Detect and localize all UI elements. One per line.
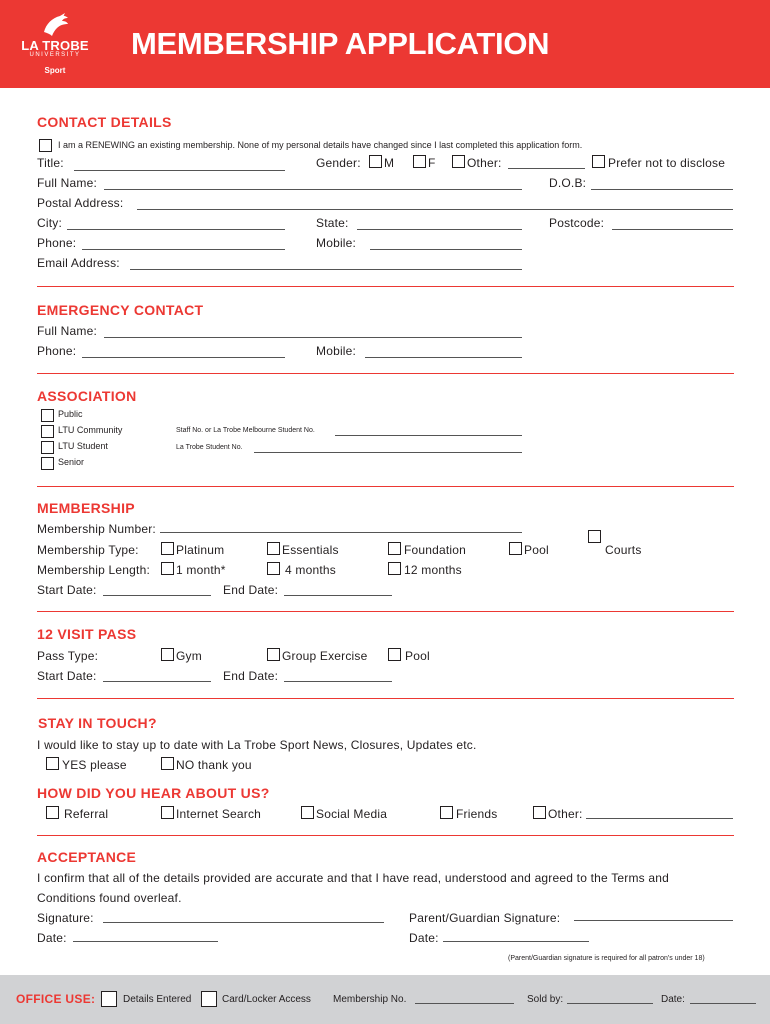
full-name-field[interactable]: [104, 189, 522, 190]
membership-start-date-label: Start Date:: [37, 583, 97, 597]
parent-signature-field[interactable]: [574, 920, 733, 921]
email-label: Email Address:: [37, 256, 120, 270]
hear-about-us-heading: HOW DID YOU HEAR ABOUT US?: [37, 785, 270, 801]
gender-label: Gender:: [316, 156, 361, 170]
section-divider: [37, 611, 734, 612]
date-label: Date:: [37, 931, 67, 945]
signature-field[interactable]: [103, 922, 384, 923]
dob-label: D.O.B:: [549, 176, 587, 190]
yes-please-label: YES please: [62, 758, 127, 772]
staff-no-field[interactable]: [335, 435, 522, 436]
no-thank-you-label: NO thank you: [176, 758, 252, 772]
foundation-label: Foundation: [404, 543, 467, 557]
internet-search-checkbox[interactable]: [161, 806, 174, 819]
ltu-community-checkbox[interactable]: [41, 425, 54, 438]
pool-pass-label: Pool: [405, 649, 430, 663]
twelve-months-checkbox[interactable]: [388, 562, 401, 575]
emergency-contact-heading: EMERGENCY CONTACT: [37, 302, 204, 318]
office-date-label: Date:: [661, 994, 685, 1005]
postcode-label: Postcode:: [549, 216, 605, 230]
pass-start-date-field[interactable]: [103, 681, 211, 682]
office-date-field[interactable]: [690, 1003, 756, 1004]
emergency-phone-field[interactable]: [82, 357, 285, 358]
section-divider: [37, 698, 734, 699]
la-trobe-logo: [14, 10, 96, 78]
courts-label: Courts: [605, 543, 642, 557]
twelve-months-label: 12 months: [404, 563, 462, 577]
bird-emblem-icon: [38, 12, 72, 38]
essentials-label: Essentials: [282, 543, 339, 557]
ltu-student-checkbox[interactable]: [41, 441, 54, 454]
ltu-community-label: LTU Community: [58, 425, 123, 435]
section-divider: [37, 286, 734, 287]
student-no-label: La Trobe Student No.: [176, 444, 243, 451]
senior-checkbox[interactable]: [41, 457, 54, 470]
card-locker-checkbox[interactable]: [201, 991, 217, 1007]
logo-sport: Sport: [44, 66, 66, 75]
four-months-checkbox[interactable]: [267, 562, 280, 575]
other-source-field[interactable]: [586, 818, 733, 819]
prefer-not-checkbox[interactable]: [592, 155, 605, 168]
phone-label: Phone:: [37, 236, 77, 250]
student-no-field[interactable]: [254, 452, 522, 453]
membership-length-label: Membership Length:: [37, 563, 150, 577]
emergency-mobile-label: Mobile:: [316, 344, 357, 358]
courts-checkbox[interactable]: [588, 530, 601, 543]
social-media-label: Social Media: [316, 807, 388, 821]
public-label: Public: [58, 409, 83, 419]
pass-end-date-field[interactable]: [284, 681, 392, 682]
acceptance-text-line2: Conditions found overleaf.: [37, 891, 182, 905]
membership-number-label: Membership Number:: [37, 522, 156, 536]
section-divider: [37, 373, 734, 374]
platinum-checkbox[interactable]: [161, 542, 174, 555]
header-banner: [0, 0, 770, 88]
gym-label: Gym: [176, 649, 202, 663]
title-label: Title:: [37, 156, 64, 170]
guardian-note: (Parent/Guardian signature is required for all patron's under 18): [508, 955, 705, 962]
parent-signature-label: Parent/Guardian Signature:: [409, 911, 561, 925]
details-entered-checkbox[interactable]: [101, 991, 117, 1007]
group-exercise-checkbox[interactable]: [267, 648, 280, 661]
membership-no-label: Membership No.: [333, 994, 407, 1005]
gender-other-field[interactable]: [508, 168, 585, 169]
pass-start-date-label: Start Date:: [37, 669, 97, 683]
emergency-full-name-field[interactable]: [104, 337, 522, 338]
parent-date-label: Date:: [409, 931, 439, 945]
membership-number-field[interactable]: [160, 532, 522, 533]
full-name-label: Full Name:: [37, 176, 98, 190]
emergency-mobile-field[interactable]: [365, 357, 522, 358]
friends-checkbox[interactable]: [440, 806, 453, 819]
membership-end-date-label: End Date:: [223, 583, 279, 597]
emergency-full-name-label: Full Name:: [37, 324, 98, 338]
pool-membership-checkbox[interactable]: [509, 542, 522, 555]
yes-please-checkbox[interactable]: [46, 757, 59, 770]
emergency-phone-label: Phone:: [37, 344, 77, 358]
logo-text: LA TROBE: [21, 38, 89, 53]
signature-label: Signature:: [37, 911, 94, 925]
membership-type-label: Membership Type:: [37, 543, 139, 557]
stay-in-touch-text: I would like to stay up to date with La Trobe Sport News, Closures, Updates etc.: [37, 738, 477, 752]
state-label: State:: [316, 216, 349, 230]
details-entered-label: Details Entered: [123, 994, 192, 1005]
one-month-label: 1 month*: [176, 563, 226, 577]
contact-details-heading: CONTACT DETAILS: [37, 114, 172, 130]
ltu-student-label: LTU Student: [58, 441, 108, 451]
state-field[interactable]: [357, 229, 522, 230]
pass-type-label: Pass Type:: [37, 649, 99, 663]
gender-f-checkbox[interactable]: [413, 155, 426, 168]
gender-other-label: Other:: [467, 156, 502, 170]
gym-checkbox[interactable]: [161, 648, 174, 661]
public-checkbox[interactable]: [41, 409, 54, 422]
section-divider: [37, 835, 734, 836]
dob-field[interactable]: [591, 189, 733, 190]
office-use-label: OFFICE USE:: [16, 992, 96, 1006]
postal-address-label: Postal Address:: [37, 196, 124, 210]
senior-label: Senior: [58, 457, 85, 467]
renewing-label: I am a RENEWING an existing membership. None of my personal details have changed since I last completed this application form.: [58, 140, 583, 150]
friends-label: Friends: [456, 807, 498, 821]
referral-label: Referral: [64, 807, 109, 821]
membership-start-date-field[interactable]: [103, 595, 211, 596]
mobile-field[interactable]: [370, 249, 522, 250]
sold-by-field[interactable]: [567, 1003, 653, 1004]
one-month-checkbox[interactable]: [161, 562, 174, 575]
visit-pass-heading: 12 VISIT PASS: [37, 626, 137, 642]
postcode-field[interactable]: [612, 229, 733, 230]
acceptance-heading: ACCEPTANCE: [37, 849, 137, 865]
other-source-label: Other:: [548, 807, 583, 821]
membership-no-field[interactable]: [415, 1003, 514, 1004]
other-source-checkbox[interactable]: [533, 806, 546, 819]
gender-m-label: M: [384, 156, 395, 170]
no-thank-you-checkbox[interactable]: [161, 757, 174, 770]
prefer-not-label: Prefer not to disclose: [608, 156, 726, 170]
staff-no-label: Staff No. or La Trobe Melbourne Student No.: [176, 427, 315, 434]
gender-other-checkbox[interactable]: [452, 155, 465, 168]
group-exercise-label: Group Exercise: [282, 649, 368, 663]
postal-address-field[interactable]: [137, 209, 733, 210]
essentials-checkbox[interactable]: [267, 542, 280, 555]
date-field[interactable]: [73, 941, 218, 942]
membership-end-date-field[interactable]: [284, 595, 392, 596]
association-heading: ASSOCIATION: [37, 388, 137, 404]
city-field[interactable]: [67, 229, 285, 230]
page-title: MEMBERSHIP APPLICATION: [131, 26, 550, 61]
internet-search-label: Internet Search: [176, 807, 262, 821]
sold-by-label: Sold by:: [527, 994, 564, 1005]
pass-end-date-label: End Date:: [223, 669, 279, 683]
mobile-label: Mobile:: [316, 236, 357, 250]
pool-membership-label: Pool: [524, 543, 549, 557]
pool-pass-checkbox[interactable]: [388, 648, 401, 661]
title-field[interactable]: [74, 170, 285, 171]
card-locker-label: Card/Locker Access: [222, 994, 311, 1005]
referral-checkbox[interactable]: [46, 806, 59, 819]
city-label: City:: [37, 216, 62, 230]
acceptance-text-line1: I confirm that all of the details provided are accurate and that I have read, understood and agreed to the Terms and: [37, 871, 670, 885]
email-field[interactable]: [130, 269, 522, 270]
four-months-label: 4 months: [285, 563, 336, 577]
stay-in-touch-heading: STAY IN TOUCH?: [38, 715, 157, 731]
parent-date-field[interactable]: [443, 941, 589, 942]
gender-f-label: F: [428, 156, 436, 170]
logo-subtext: UNIVERSITY: [29, 52, 81, 58]
foundation-checkbox[interactable]: [388, 542, 401, 555]
platinum-label: Platinum: [176, 543, 225, 557]
phone-field[interactable]: [82, 249, 285, 250]
membership-heading: MEMBERSHIP: [37, 500, 135, 516]
section-divider: [37, 486, 734, 487]
gender-m-checkbox[interactable]: [369, 155, 382, 168]
renewing-checkbox[interactable]: [39, 139, 52, 152]
office-use-bar: [0, 975, 770, 1024]
social-media-checkbox[interactable]: [301, 806, 314, 819]
